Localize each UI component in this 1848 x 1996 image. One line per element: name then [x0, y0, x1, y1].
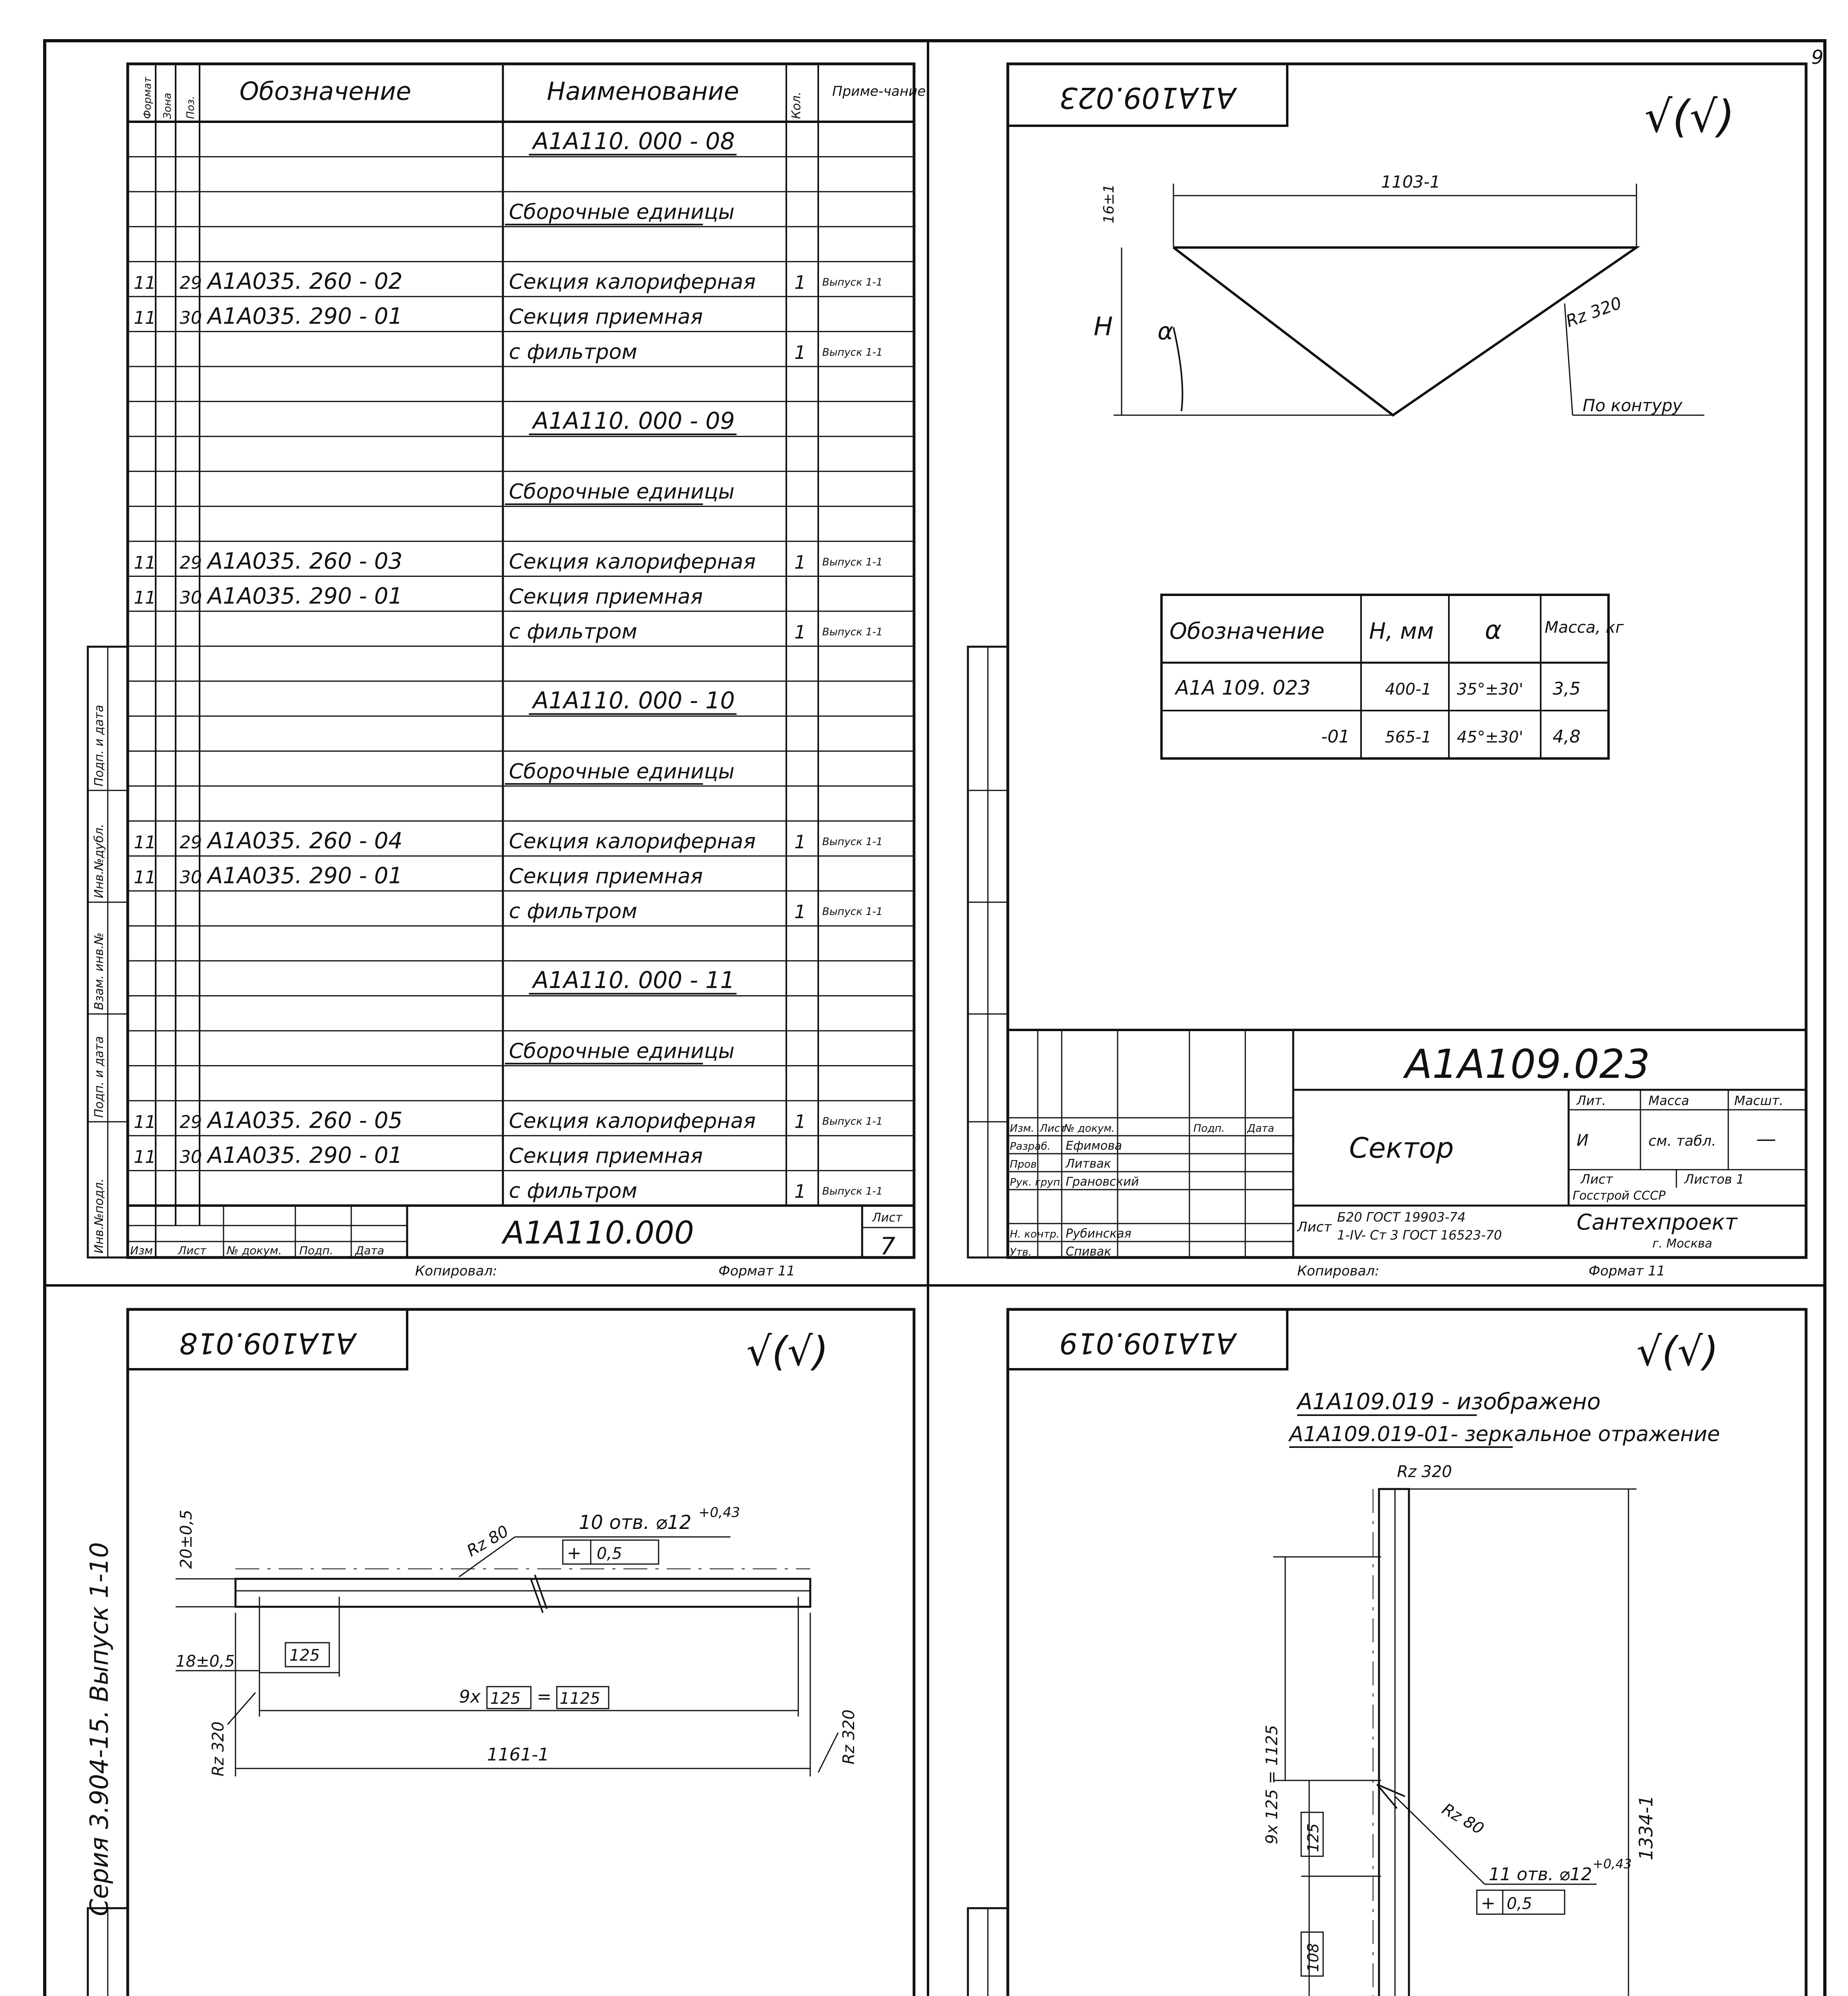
sector-role-izm: Изм.: [1010, 1123, 1035, 1135]
spec-row-format: 11: [134, 552, 156, 573]
spec-row-qty: 1: [794, 621, 806, 643]
spec-row-name: Секция калориферная: [509, 270, 756, 294]
sector-variants-table: [1161, 595, 1624, 758]
page-number: 9: [1811, 46, 1824, 69]
sector-city: г. Москва: [1652, 1237, 1712, 1251]
series-label: Серия 3.904-15. Выпуск 1-10: [85, 1542, 114, 1916]
specification-sheet: [88, 64, 926, 1279]
sector-material-prefix: Лист: [1297, 1219, 1332, 1235]
footer-izm: Изм: [130, 1244, 153, 1257]
sector-person-2: Литвак: [1066, 1157, 1111, 1171]
sector-angle: α: [1157, 317, 1173, 345]
angle19-note-1: А1А109.019 - изображено: [1297, 1389, 1601, 1415]
spec-row: [134, 863, 703, 889]
sector-role-date: Дата: [1247, 1123, 1274, 1135]
spec-row-name: с фильтром: [509, 620, 637, 644]
sector-sheet: [968, 64, 1806, 1279]
angle19-dim-total: 1334-1: [1635, 1795, 1657, 1860]
angle-019-sheet: [968, 1309, 1806, 1996]
variants-row1-mass: 3,5: [1553, 679, 1581, 699]
angle18-roughness: √(√): [746, 1328, 829, 1375]
spec-row-format: 11: [134, 1112, 156, 1133]
spec-row: [529, 407, 736, 434]
sector-drawing: [1094, 172, 1704, 415]
angle19-holes-tol: +0,43: [1593, 1856, 1632, 1871]
spec-row-designation: А1А035. 260 - 04: [208, 828, 403, 854]
spec-row-pos: 29: [180, 832, 202, 853]
spec-row-format: 11: [134, 273, 156, 293]
spec-row-note: Выпуск 1-1: [822, 1115, 883, 1128]
sector-role-doc: № докум.: [1064, 1123, 1115, 1135]
spec-row-name: Сборочные единицы: [509, 200, 735, 224]
header-note: Приме-чание: [832, 83, 926, 99]
sector-org2: Сантехпроект: [1577, 1210, 1737, 1235]
sector-lit-label: Лит.: [1577, 1093, 1606, 1108]
sector-mass: см. табл.: [1648, 1133, 1716, 1149]
header-zone: Зона: [162, 93, 174, 119]
spec-row: [134, 303, 703, 329]
spec-row-qty: 1: [794, 1111, 806, 1133]
spec-row: [509, 340, 882, 364]
spec-row-note: Выпуск 1-1: [822, 346, 883, 358]
angle18-dim-125b: 125: [490, 1689, 521, 1708]
spec-row-designation: А1А035. 290 - 01: [208, 583, 403, 609]
spec-row-designation: А1А035. 290 - 01: [208, 303, 403, 330]
variants-header-mass: Масса, кг: [1545, 618, 1624, 637]
spec-row-qty: 1: [794, 831, 806, 853]
sector-lit: И: [1577, 1131, 1589, 1150]
sector-scale: —: [1756, 1127, 1776, 1150]
spec-row-name: Сборочные единицы: [509, 759, 735, 784]
spec-row: [134, 269, 882, 295]
angle19-drawing: [1263, 1463, 1657, 1996]
sector-copied: Копировал:: [1297, 1263, 1379, 1279]
angle18-dim-1125: 1125: [560, 1689, 600, 1708]
side-stamp-dup-label: Инв.№дубл.: [92, 824, 106, 898]
header-format: Формат: [142, 77, 154, 119]
header-designation: Обозначение: [239, 77, 412, 106]
footer-date: Дата: [355, 1244, 384, 1257]
sector-person-3: Грановский: [1066, 1175, 1139, 1189]
spec-row-note: Выпуск 1-1: [822, 276, 883, 289]
sector-role-appr: Утв.: [1010, 1246, 1032, 1258]
angle18-dim-125: 125: [289, 1646, 320, 1665]
spec-row-name: с фильтром: [509, 899, 637, 924]
sector-title-grid: [1008, 1030, 1293, 1259]
spec-row-name: А1А110. 000 - 11: [533, 966, 735, 994]
footer-list: Лист: [178, 1244, 206, 1257]
sector-role-sign: Подп.: [1193, 1123, 1225, 1135]
sector-roughness: √(√): [1644, 91, 1735, 142]
angle18-holes-1: 10 отв. ⌀12: [579, 1511, 692, 1534]
angle18-dim-9x: 9x: [459, 1687, 481, 1707]
variants-header-code: Обозначение: [1169, 618, 1325, 644]
spec-row-pos: 29: [180, 552, 202, 573]
sector-person-4: Рубинская: [1066, 1227, 1132, 1241]
header-pos: Поз.: [185, 96, 197, 119]
variants-row1-h: 400-1: [1385, 680, 1432, 699]
spec-row-format: 11: [134, 308, 156, 329]
sector-role-nk: Н. контр.: [1010, 1228, 1060, 1240]
side-stamp-replace-label: Взам. инв.№: [92, 932, 106, 1010]
sector-mirror-code: А1А109.023: [1059, 81, 1236, 115]
angle18-rz-right: Rz 320: [840, 1709, 858, 1764]
variants-row2-alpha: 45°±30': [1457, 728, 1524, 747]
spec-rows: [134, 127, 882, 1203]
spec-row: [505, 200, 734, 224]
spec-row-format: 11: [134, 1147, 156, 1168]
spec-row-name: Секция приемная: [509, 305, 703, 329]
spec-row-pos: 30: [180, 867, 202, 888]
spec-row-name: А1А110. 000 - 10: [533, 687, 735, 714]
spec-row-name: Секция калориферная: [509, 1109, 756, 1133]
spec-row-name: Секция калориферная: [509, 829, 756, 853]
spec-copied: Копировал:: [415, 1263, 497, 1279]
spec-row-name: Секция приемная: [509, 1144, 703, 1168]
sector-dim-side: 16±1: [1101, 184, 1117, 224]
side-stamp-sign-label: Подп. и дата: [92, 1036, 106, 1118]
sector-dim-top: 1103-1: [1381, 172, 1440, 192]
variants-row1-code: А1А 109. 023: [1175, 676, 1311, 699]
angle18-mirror-code: А1А109.018: [179, 1327, 356, 1360]
angle18-dim-total: 1161-1: [487, 1745, 549, 1765]
side-stamp-inv-label: Инв.№подл.: [92, 1178, 106, 1253]
side-stamp: [88, 647, 128, 1257]
spec-row: [505, 760, 734, 784]
angle19-holes-2: 0,5: [1507, 1895, 1532, 1913]
sector-sheet-label: Лист: [1581, 1172, 1613, 1187]
spec-row: [509, 899, 882, 923]
spec-row: [529, 127, 736, 154]
spec-row-note: Выпуск 1-1: [822, 836, 883, 848]
angle19-mirror-code: А1А109.019: [1059, 1327, 1236, 1360]
spec-row-qty: 1: [794, 1180, 806, 1202]
spec-footer: [128, 1206, 914, 1279]
angle18-rz-left: Rz 320: [209, 1721, 228, 1776]
spec-sheet-label: Лист: [872, 1211, 903, 1225]
spec-row-note: Выпуск 1-1: [822, 626, 883, 638]
variants-row2-code: -01: [1321, 727, 1350, 747]
spec-row-name: Секция калориферная: [509, 550, 756, 574]
spec-row-pos: 29: [180, 273, 202, 293]
spec-row: [134, 548, 882, 574]
angle19-roughness: √(√): [1636, 1328, 1719, 1375]
angle18-holes-2: 0,5: [597, 1545, 622, 1563]
angle19-rz80: Rz 80: [1439, 1800, 1487, 1838]
angle18-holes-pos-sign: +: [567, 1543, 582, 1563]
header-name: Наименование: [547, 77, 739, 106]
spec-row-qty: 1: [794, 271, 806, 293]
variants-header-alpha: α: [1485, 616, 1502, 645]
angle19-dim-125: 125: [1304, 1823, 1322, 1852]
footer-sign: Подп.: [299, 1244, 333, 1257]
spec-row-name: Секция приемная: [509, 864, 703, 889]
sector-role-list: Лист: [1040, 1123, 1066, 1135]
sector-rz: Rz 320: [1563, 293, 1624, 331]
spec-row-pos: 30: [180, 587, 202, 608]
spec-row-name: Сборочные единицы: [509, 1039, 735, 1063]
spec-row-name: А1А110. 000 - 08: [533, 127, 735, 155]
variants-header-h: H, мм: [1369, 618, 1434, 644]
angle19-holes-pos-sign: +: [1481, 1893, 1496, 1913]
spec-row-qty: 1: [794, 341, 806, 363]
spec-row: [529, 687, 736, 714]
sector-sheets-label: Листов 1: [1684, 1172, 1745, 1187]
spec-row-format: 11: [134, 587, 156, 608]
sector-contour-note: По контуру: [1583, 396, 1682, 415]
sector-role-dev: Разраб.: [1010, 1141, 1051, 1152]
spec-row-pos: 30: [180, 1147, 202, 1168]
angle19-note-2: А1А109.019-01- зеркальное отражение: [1289, 1422, 1720, 1446]
footer-doc: № докум.: [227, 1244, 282, 1257]
angle18-dim-18: 18±0,5: [176, 1652, 235, 1671]
spec-row-qty: 1: [794, 551, 806, 573]
spec-row-pos: 29: [180, 1112, 202, 1133]
angle18-rz80: Rz 80: [464, 1522, 512, 1560]
spec-row-name: с фильтром: [509, 1179, 637, 1203]
sector-role-check: Пров.: [1010, 1158, 1040, 1170]
spec-row: [134, 583, 703, 609]
angle19-holes-1: 11 отв. ⌀12: [1489, 1864, 1592, 1885]
sector-material-1: Б20 ГОСТ 19903-74: [1337, 1210, 1466, 1225]
spec-row-pos: 30: [180, 308, 202, 329]
sector-material-2: 1-IV- Ст 3 ГОСТ 16523-70: [1337, 1228, 1502, 1243]
spec-row-note: Выпуск 1-1: [822, 906, 883, 918]
spec-row: [134, 828, 882, 854]
spec-row-format: 11: [134, 832, 156, 853]
spec-sheet-number: 7: [880, 1232, 896, 1260]
angle18-holes-tol: +0,43: [698, 1505, 740, 1521]
spec-row: [134, 1108, 882, 1134]
variants-row1-alpha: 35°±30': [1457, 680, 1524, 699]
variants-row2-mass: 4,8: [1553, 727, 1581, 747]
angle-018-sheet: [85, 1309, 914, 1996]
angle19-dim-108: 108: [1304, 1943, 1322, 1972]
variants-row2-h: 565-1: [1385, 728, 1432, 747]
spec-row-name: А1А110. 000 - 09: [533, 407, 735, 434]
sector-dim-h: H: [1094, 312, 1113, 342]
spec-row-name: Сборочные единицы: [509, 480, 735, 504]
spec-row-designation: А1А035. 290 - 01: [208, 1143, 403, 1169]
spec-row: [134, 1143, 703, 1168]
angle18-dim-20: 20±0,5: [177, 1509, 196, 1569]
angle18-drawing: [176, 1505, 858, 1776]
spec-row-designation: А1А035. 260 - 02: [208, 268, 403, 295]
sector-person-5: Спивак: [1066, 1245, 1112, 1259]
sector-doc-code: А1А109.023: [1405, 1041, 1650, 1087]
spec-row: [529, 966, 736, 994]
sector-scale-label: Масшт.: [1734, 1093, 1783, 1108]
spec-row: [509, 620, 882, 644]
spec-row-designation: А1А035. 290 - 01: [208, 863, 403, 889]
angle19-rz-top: Rz 320: [1397, 1463, 1452, 1481]
angle19-dim-9x: 9x 125 = 1125: [1263, 1725, 1281, 1844]
spec-doc-code: А1А110.000: [503, 1215, 694, 1251]
spec-row: [505, 480, 734, 504]
spec-row-qty: 1: [794, 901, 806, 923]
sector-role-lead: Рук. груп.: [1010, 1176, 1064, 1188]
sector-person-1: Ефимова: [1066, 1139, 1122, 1153]
outer-frame: [45, 41, 1825, 1996]
spec-row-designation: А1А035. 260 - 03: [208, 548, 403, 574]
spec-row-name: с фильтром: [509, 340, 637, 364]
spec-row-note: Выпуск 1-1: [822, 1185, 883, 1198]
sector-title: Сектор: [1349, 1132, 1454, 1164]
spec-row-format: 11: [134, 867, 156, 888]
header-qty: Кол.: [789, 91, 803, 119]
sector-mass-label: Масса: [1648, 1093, 1690, 1108]
angle18-dim-eq: =: [537, 1687, 552, 1707]
sector-title-block: [1008, 1030, 1806, 1279]
spec-row: [509, 1179, 882, 1203]
spec-row-note: Выпуск 1-1: [822, 556, 883, 568]
spec-row-name: Секция приемная: [509, 584, 703, 609]
spec-row-designation: А1А035. 260 - 05: [208, 1107, 403, 1134]
spec-table-header: [128, 77, 926, 122]
sector-org1: Госстрой СССР: [1573, 1189, 1666, 1203]
side-stamp-sign2-label: Подп. и дата: [92, 705, 106, 786]
sector-format: Формат 11: [1589, 1263, 1666, 1279]
spec-format: Формат 11: [718, 1263, 795, 1279]
spec-row: [505, 1039, 734, 1063]
